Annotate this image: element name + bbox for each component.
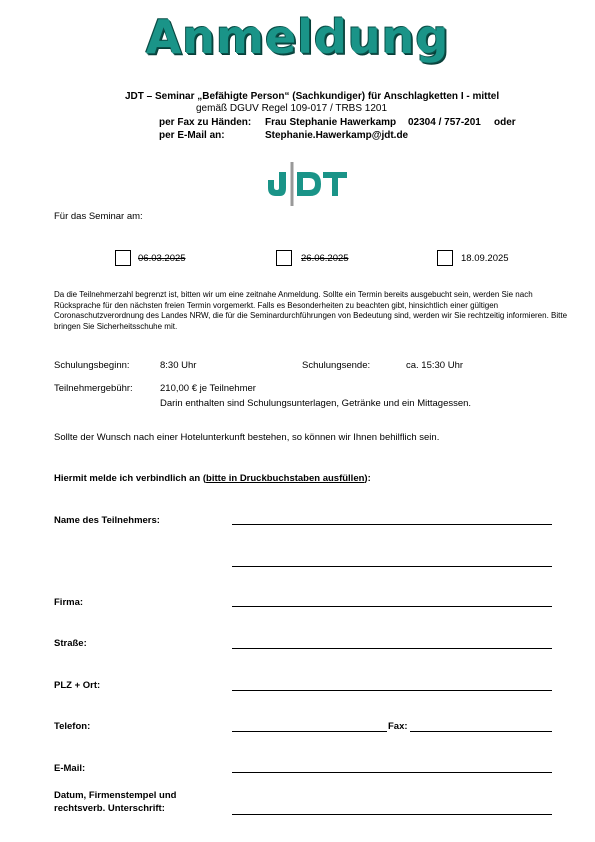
fax-label: per Fax zu Händen: — [159, 117, 252, 128]
email-input-line[interactable] — [232, 772, 552, 773]
signature-input-line[interactable] — [232, 814, 552, 815]
date-checkbox-1[interactable] — [115, 250, 131, 266]
start-label: Schulungsbeginn: — [54, 360, 130, 371]
strasse-label: Straße: — [54, 638, 87, 649]
fax-input-line[interactable] — [410, 731, 552, 732]
telefon-input-line[interactable] — [232, 731, 387, 732]
fee-label: Teilnehmergebühr: — [54, 383, 133, 394]
date-label-3: 18.09.2025 — [461, 253, 509, 264]
email-address: Stephanie.Hawerkamp@jdt.de — [265, 130, 409, 141]
binding-prefix: Hiermit melde ich verbindlich an ( — [54, 473, 207, 484]
date-checkbox-2[interactable] — [276, 250, 292, 266]
regulation-text: gemäß DGUV Regel 109-017 / TRBS 1201 — [196, 103, 388, 114]
date-checkbox-3[interactable] — [437, 250, 453, 266]
plz-ort-input-line[interactable] — [232, 690, 552, 691]
name-input-line-1[interactable] — [232, 524, 552, 525]
end-value: ca. 15:30 Uhr — [406, 360, 464, 371]
binding-underlined: bitte in Druckbuchstaben ausfüllen — [206, 473, 365, 484]
seminar-title: JDT – Seminar „Befähigte Person“ (Sachkundiger) für Anschlagketten I - mittel — [125, 91, 500, 102]
seminar-prompt: Für das Seminar am: — [54, 211, 143, 222]
fax-field-label: Fax: — [388, 721, 408, 732]
signature-label-2: rechtsverb. Unterschrift: — [54, 803, 165, 814]
telefon-label: Telefon: — [54, 721, 91, 732]
date-label-2: 26.06.2025 — [301, 253, 349, 264]
name-input-line-2[interactable] — [232, 566, 552, 567]
binding-suffix: ): — [364, 473, 371, 484]
fee-value: 210,00 € je Teilnehmer — [160, 383, 256, 394]
binding-statement — [54, 473, 371, 484]
strasse-input-line[interactable] — [232, 648, 552, 649]
name-label: Name des Teilnehmers: — [54, 515, 160, 526]
email-field-label: E-Mail: — [54, 763, 86, 774]
firma-input-line[interactable] — [232, 606, 552, 607]
firma-label: Firma: — [54, 597, 84, 608]
email-label: per E-Mail an: — [159, 130, 225, 141]
plz-ort-label: PLZ + Ort: — [54, 680, 101, 691]
jdt-logo — [264, 160, 350, 208]
page-title: Anmeldung — [145, 10, 450, 64]
start-value: 8:30 Uhr — [160, 360, 197, 371]
fee-note: Darin enthalten sind Schulungsunterlagen, Getränke und ein Mittagessen. — [160, 398, 472, 409]
date-label-1: 06.03.2025 — [138, 253, 186, 264]
signature-label-1: Datum, Firmenstempel und — [54, 790, 177, 801]
fax-or: oder — [494, 117, 516, 128]
hotel-note: Sollte der Wunsch nach einer Hotelunterkunft bestehen, so können wir Ihnen behilflich sein. — [54, 432, 440, 443]
fax-contact: Frau Stephanie Hawerkamp — [265, 117, 397, 128]
notice-paragraph: Da die Teilnehmerzahl begrenzt ist, bitten wir um eine zeitnahe Anmeldung. Sollte ein Termin bereits ausgebucht sein, werden Sie nach Rücksprache für den nächsten freien Termin vorgemerkt. Falls es Besonderheiten zu beachten gibt, hinsichtlich einer gültigen Coronaschutzverordnung des Landes NRW, die für die Seminardurchführungen von Bedeutung sind, werden wir Sie rechtzeitig informieren. Bitte bringen Sie Sicherheitsschuhe mit. — [54, 290, 568, 331]
end-label: Schulungsende: — [302, 360, 371, 371]
fax-number: 02304 / 757-201 — [408, 117, 481, 128]
